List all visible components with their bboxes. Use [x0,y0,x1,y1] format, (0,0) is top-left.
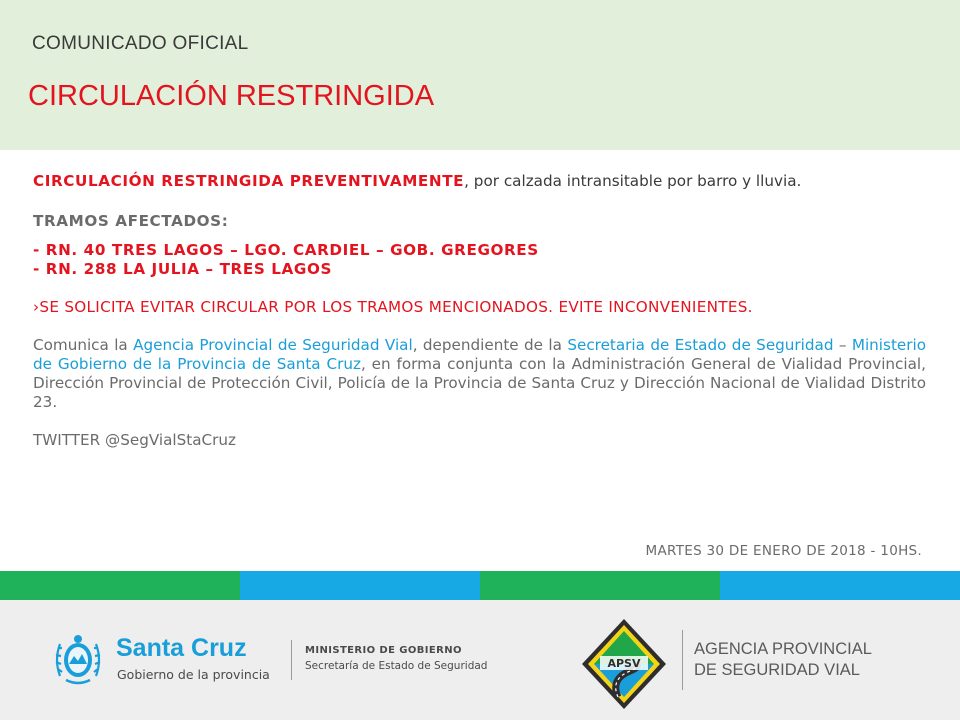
twitter-handle: TWITTER @SegVialStaCruz [33,431,236,449]
body-text-4: , en forma conjunta con la Administración General de Vialidad Provincial, Dirección Provincial de Protección Civil, Policía de la Provincia de Santa Cruz y Dirección Nacional de Vialidad Distrito 23. [33,355,926,411]
apsv-name-line1: AGENCIA PROVINCIAL [694,640,872,658]
apsv-badge-text: APSV [607,657,641,670]
color-stripes [0,571,960,600]
ministry-line1: MINISTERIO DE GOBIERNO [305,645,462,656]
santa-cruz-coat-of-arms-icon [52,630,104,688]
routes-list [33,241,926,279]
santa-cruz-subtitle: Gobierno de la provincia [117,667,270,682]
apsv-road-shield-icon [580,617,668,711]
lead-bold-text: CIRCULACIÓN RESTRINGIDA PREVENTIVAMENTE [33,172,465,190]
stripe-blue [720,571,960,600]
ministerio-link[interactable]: Ministerio de Gobierno de la Provincia de Santa Cruz [33,336,926,373]
tramos-heading: TRAMOS AFECTADOS: [33,212,229,230]
headline-title: CIRCULACIÓN RESTRINGIDA [28,80,435,112]
route-item: - RN. 288 LA JULIA – TRES LAGOS [33,260,332,278]
footer-divider [291,640,292,680]
footer-divider [682,630,683,690]
body-text-2: , dependiente de la [412,336,568,354]
apsv-name-line2: DE SEGURIDAD VIAL [694,661,860,679]
announcement-body [33,172,926,450]
ministry-line2: Secretaría de Estado de Seguridad [305,660,488,672]
lead-rest-text: , por calzada intransitable por barro y lluvia. [464,172,802,190]
kicker-label: COMUNICADO OFICIAL [32,33,249,54]
stripe-green [480,571,720,600]
route-item: - RN. 40 TRES LAGOS – LGO. CARDIEL – GOB. GREGORES [33,241,539,259]
body-paragraph [33,336,926,412]
warning-paragraph: ›SE SOLICITA EVITAR CIRCULAR POR LOS TRAMOS MENCIONADOS. EVITE INCONVENIENTES. [33,298,753,316]
santa-cruz-name: Santa Cruz [116,634,247,662]
body-text-3: – [833,336,852,354]
stripe-green [0,571,240,600]
secretaria-link[interactable]: Secretaria de Estado de Seguridad [567,336,834,354]
agency-link[interactable]: Agencia Provincial de Seguridad Vial [133,336,413,354]
publication-date: MARTES 30 DE ENERO DE 2018 - 10HS. [645,543,922,559]
stripe-blue [240,571,480,600]
header-band [0,0,960,150]
body-text-1: Comunica la [33,336,134,354]
lead-paragraph [33,172,926,191]
